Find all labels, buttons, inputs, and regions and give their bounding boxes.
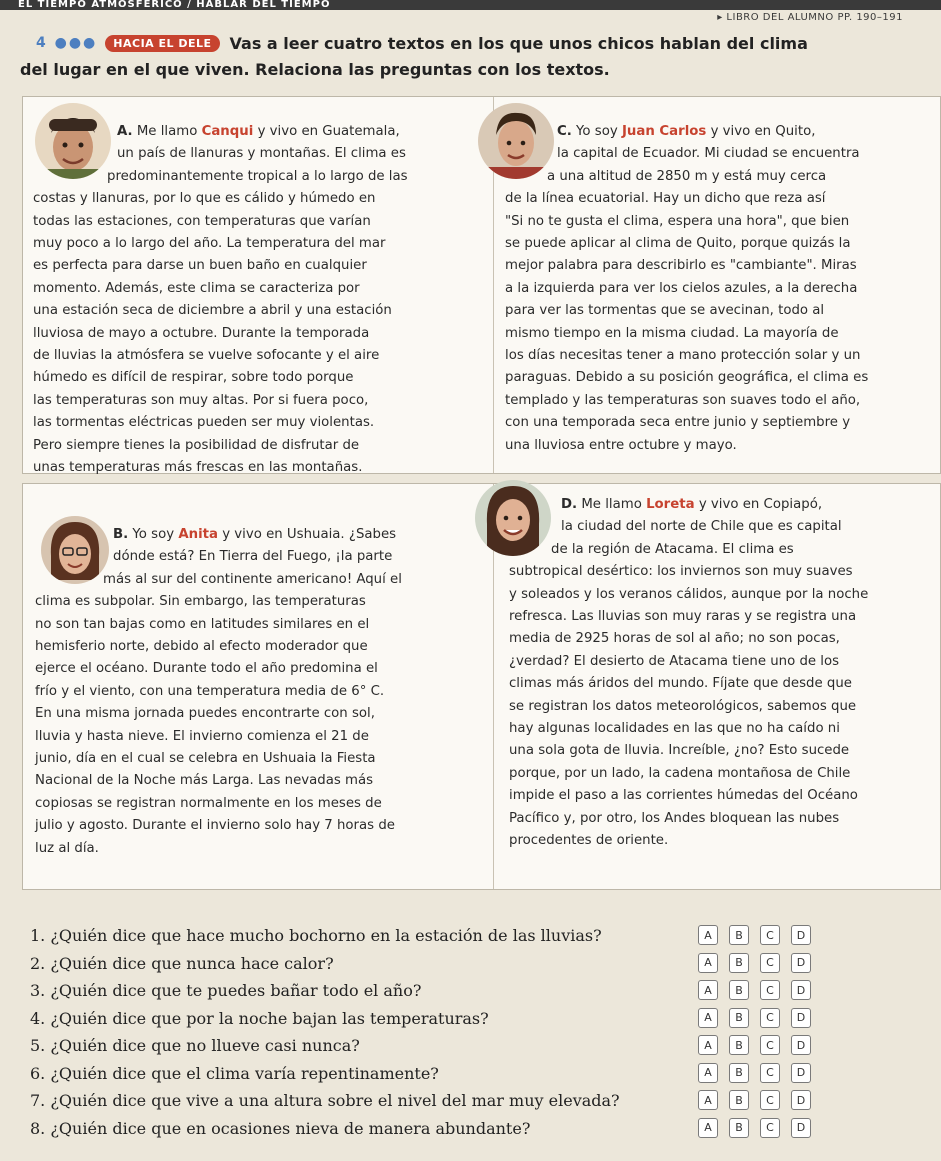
option-d[interactable]: D xyxy=(791,1090,811,1110)
question-text: 7. ¿Quién dice que vive a una altura sobre el nivel del mar muy elevada? xyxy=(30,1091,620,1111)
option-c[interactable]: C xyxy=(760,1035,780,1055)
answer-options xyxy=(698,1063,811,1083)
book-reference: ▸ LIBRO DEL ALUMNO PP. 190–191 xyxy=(717,12,903,23)
texts-panel-top xyxy=(22,96,941,474)
answer-options xyxy=(698,925,811,945)
question-text: 6. ¿Quién dice que el clima varía repentinamente? xyxy=(30,1063,439,1083)
option-b[interactable]: B xyxy=(729,980,749,1000)
answer-options xyxy=(698,980,811,1000)
question-row xyxy=(30,1005,910,1033)
text-d: D. Me llamo Loreta y vivo en Copiapó, la ciudad del norte de Chile que es capital de la región de Atacama. El clima es subtropical desértico: los inviernos son muy suaves y soleados y los veranos cálidos, aunque por la noche refresca. Las lluvias son muy raras y se registra una media de 2925 horas de sol al año; no son pocas, ¿verdad? El desierto de Atacama tiene uno de los climas más áridos del mundo. Fíjate que desde que se registran los datos meteorológicos, sabemos que hay algunas localidades en las que no ha caído ni una sola gota de lluvia. Increíble, ¿no? Esto sucede porque, por un lado, la cadena montañosa de Chile impide el paso a las corrientes húmedas del Océano Pacífico y, por otro, los Andes bloquean las nubes procedentes de oriente. xyxy=(509,497,869,849)
answer-options xyxy=(698,1008,811,1028)
option-a[interactable]: A xyxy=(698,1090,718,1110)
option-a[interactable]: A xyxy=(698,1035,718,1055)
dele-badge: HACIA EL DELE xyxy=(105,35,219,52)
option-b[interactable]: B xyxy=(729,1090,749,1110)
option-c[interactable]: C xyxy=(760,1063,780,1083)
question-row xyxy=(30,1115,910,1143)
option-a[interactable]: A xyxy=(698,953,718,973)
chapter-title-bar xyxy=(0,0,941,10)
option-c[interactable]: C xyxy=(760,953,780,973)
question-row xyxy=(30,977,910,1005)
question-row xyxy=(30,950,910,978)
question-row xyxy=(30,1032,910,1060)
texts-panel-bottom xyxy=(22,483,941,890)
option-b[interactable]: B xyxy=(729,953,749,973)
option-d[interactable]: D xyxy=(791,980,811,1000)
question-text: 5. ¿Quién dice que no llueve casi nunca? xyxy=(30,1036,360,1056)
question-row xyxy=(30,1060,910,1088)
option-b[interactable]: B xyxy=(729,1118,749,1138)
option-a[interactable]: A xyxy=(698,1008,718,1028)
question-text: 8. ¿Quién dice que en ocasiones nieva de manera abundante? xyxy=(30,1118,531,1138)
question-text: 2. ¿Quién dice que nunca hace calor? xyxy=(30,953,334,973)
instruction-row xyxy=(36,30,916,56)
question-row xyxy=(30,1087,910,1115)
question-text: 3. ¿Quién dice que te puedes bañar todo el año? xyxy=(30,981,422,1001)
question-text: 1. ¿Quién dice que hace mucho bochorno en la estación de las lluvias? xyxy=(30,926,602,946)
answer-options xyxy=(698,1090,811,1110)
option-d[interactable]: D xyxy=(791,1035,811,1055)
option-d[interactable]: D xyxy=(791,1063,811,1083)
questions-list xyxy=(30,922,910,1142)
option-a[interactable]: A xyxy=(698,1118,718,1138)
option-d[interactable]: D xyxy=(791,925,811,945)
option-b[interactable]: B xyxy=(729,925,749,945)
exercise-number: 4 ●●● xyxy=(36,35,98,51)
option-b[interactable]: B xyxy=(729,1063,749,1083)
option-d[interactable]: D xyxy=(791,1118,811,1138)
option-c[interactable]: C xyxy=(760,980,780,1000)
text-a: A. Me llamo Canqui y vivo en Guatemala, un país de llanuras y montañas. El clima es predominantemente tropical a lo largo de las costas y llanuras, por lo que es cálido y húmedo en todas las estaciones, con temperaturas que varían muy poco a lo largo del año. La temperatura del mar es perfecta para darse un buen baño en cualquier momento. Además, este clima se caracteriza por una estación seca de diciembre a abril y una estación lluviosa de mayo a octubre. Durante la temporada de lluvias la atmósfera se vuelve sofocante y el aire húmedo es difícil de respirar, sobre todo porque las temperaturas son muy altas. Por si fuera poco, las tormentas eléctricas pueden ser muy violentas. Pero siempre tienes la posibilidad de disfrutar de unas temperaturas más frescas en las montañas. xyxy=(33,124,408,476)
text-b: B. Yo soy Anita y vivo en Ushuaia. ¿Sabes dónde está? En Tierra del Fuego, ¡la parte más al sur del continente americano! Aquí el clima es subpolar. Sin embargo, las temperaturas no son tan bajas como en latitudes similares en el hemisferio norte, debido al efecto moderador que ejerce el océano. Durante todo el año predomina el frío y el viento, con una temperatura media de 6° C. En una misma jornada puedes encontrarte con sol, lluvia y hasta nieve. El invierno comienza el 21 de junio, día en el cual se celebra en Ushuaia la Fiesta Nacional de la Noche más Larga. Las nevadas más copiosas se registran normalmente en los meses de julio y agosto. Durante el invierno solo hay 7 horas de luz al día. xyxy=(35,527,402,856)
option-b[interactable]: B xyxy=(729,1008,749,1028)
question-text: 4. ¿Quién dice que por la noche bajan las temperaturas? xyxy=(30,1008,489,1028)
option-a[interactable]: A xyxy=(698,1063,718,1083)
option-c[interactable]: C xyxy=(760,1008,780,1028)
answer-options xyxy=(698,953,811,973)
option-c[interactable]: C xyxy=(760,1090,780,1110)
option-b[interactable]: B xyxy=(729,1035,749,1055)
instruction-line-1: Vas a leer cuatro textos en los que unos chicos hablan del clima xyxy=(229,33,808,53)
text-c: C. Yo soy Juan Carlos y vivo en Quito, la capital de Ecuador. Mi ciudad se encuentra a una altitud de 2850 m y está muy cerca de la línea ecuatorial. Hay un dicho que reza así "Si no te gusta el clima, espera una hora", que bien se puede aplicar al clima de Quito, porque quizás la mejor palabra para describirlo es "cambiante". Miras a la izquierda para ver los cielos azules, a la derecha para ver las tormentas que se avecinan, todo al mismo tiempo en la misma ciudad. La mayoría de los días necesitas tener a mano protección solar y un paraguas. Debido a su posición geográfica, el clima es templado y las temperaturas son suaves todo el año, con una temporada seca entre junio y septiembre y una lluviosa entre octubre y mayo. xyxy=(505,124,869,453)
option-a[interactable]: A xyxy=(698,925,718,945)
option-c[interactable]: C xyxy=(760,925,780,945)
option-d[interactable]: D xyxy=(791,1008,811,1028)
option-a[interactable]: A xyxy=(698,980,718,1000)
difficulty-dots: ●●● xyxy=(54,35,98,51)
option-c[interactable]: C xyxy=(760,1118,780,1138)
chapter-title: EL TIEMPO ATMOSFÉRICO / HABLAR DEL TIEMPO xyxy=(18,0,331,10)
instruction-line-2: del lugar en el que viven. Relaciona las preguntas con los textos. xyxy=(20,60,610,79)
question-row xyxy=(30,922,910,950)
option-d[interactable]: D xyxy=(791,953,811,973)
answer-options xyxy=(698,1118,811,1138)
answer-options xyxy=(698,1035,811,1055)
